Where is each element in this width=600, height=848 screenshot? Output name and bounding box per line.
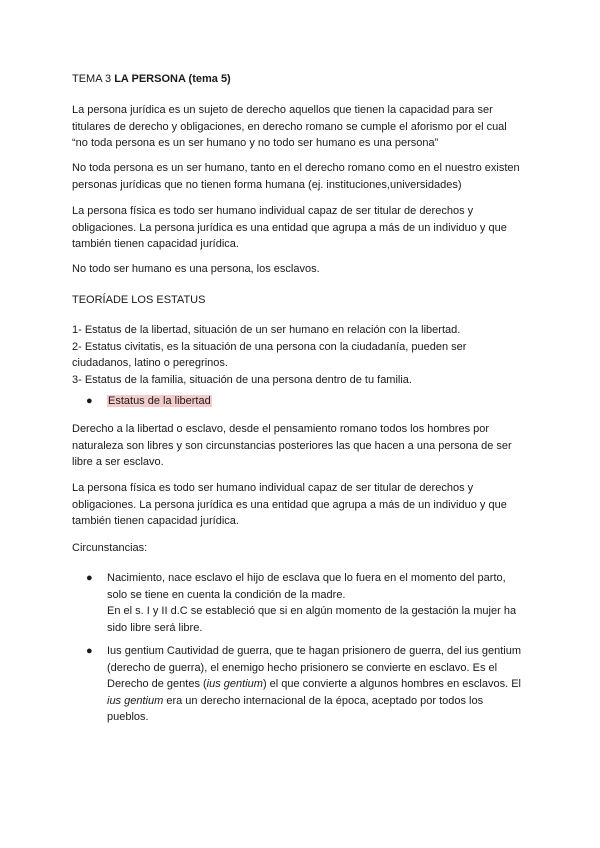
document-title (72, 71, 542, 88)
text-line: solo se tiene en cuenta la condición de la madre. (107, 588, 346, 601)
title-prefix: TEMA 3 (72, 73, 115, 85)
status-item: 1- Estatus de la libertad, situación de un ser humano en relación con la libertad. (72, 324, 461, 336)
section-heading: TEORÍADE LOS ESTATUS (72, 294, 206, 306)
paragraph-derecho-libertad (72, 421, 542, 471)
paragraph-persona-juridica (72, 102, 542, 152)
text-line: también tienen capacidad jurídica. (72, 515, 239, 527)
text-line: No toda persona es un ser humano, tanto en el derecho romano como en el nuestro existen (72, 162, 520, 174)
bullet-text (107, 643, 535, 726)
status-item: 2- Estatus civitatis, es la situación de una persona con la ciudadanía, pueden ser (72, 340, 467, 353)
bullet-dot-icon: ● (86, 572, 93, 584)
paragraph-esclavos: No todo ser humano es una persona, los esclavos. (72, 263, 320, 275)
paragraph-persona-fisica-repeat (72, 480, 542, 530)
italic-term: ius gentium (206, 678, 263, 690)
text-line: La persona física es todo ser humano individual capaz de ser titular de derechos y (72, 205, 474, 217)
bullet-dot-icon: ● (86, 645, 93, 657)
text-line: Nacimiento, nace esclavo el hijo de esclava que lo fuera en el momento del parto, (107, 572, 506, 584)
paragraph-no-toda-persona (72, 160, 542, 193)
text-line: libre a ser esclavo. (72, 456, 164, 468)
text-line: Derecho a la libertad o esclavo, desde el pensamiento romano todos los hombres por (72, 423, 490, 435)
text-line: La persona jurídica es un sujeto de derecho aquellos que tienen la capacidad para ser (72, 104, 493, 116)
italic-term: ius gentium (107, 694, 164, 707)
text-line: Derecho de gentes (ius gentium) el que convierte a algunos hombres en esclavos. El (107, 678, 521, 690)
status-item: ciudadanos, latino o peregrinos. (72, 357, 228, 369)
highlighted-text: Estatus de la libertad (108, 395, 211, 407)
text-line: pueblos. (107, 711, 149, 723)
text-line: En el s. I y II d.C se estableció que si en algún momento de la gestación la mujer ha (107, 605, 517, 617)
text-line: La persona física es todo ser humano individual capaz de ser titular de derechos y (72, 482, 474, 494)
status-item: 3- Estatus de la familia, situación de una persona dentro de tu familia. (72, 373, 412, 386)
title-bold: LA PERSONA (tema 5) (114, 73, 231, 85)
bullet-text (107, 570, 535, 636)
bullet-dot-icon: ● (86, 395, 93, 407)
circunstancias-label: Circunstancias: (72, 542, 148, 554)
text-line: “no toda persona es un ser humano y no todo ser humano es una persona” (72, 137, 439, 149)
text-line: obligaciones. La persona jurídica es una entidad que agrupa a más de un individuo y que (72, 221, 507, 234)
text-line: también tienen capacidad jurídica. (72, 238, 239, 250)
paragraph-persona-fisica (72, 203, 542, 253)
text-line: sido libre será libre. (107, 621, 203, 634)
text-line: naturaleza son libres y son circunstancias posteriores las que hacen a una persona de ser (72, 439, 512, 452)
status-list (72, 322, 542, 388)
text-line: personas jurídicas que no tienen forma humana (ej. instituciones,universidades) (72, 178, 462, 191)
text-line: obligaciones. La persona jurídica es una entidad que agrupa a más de un individuo y que (72, 498, 507, 511)
text-line: ius gentium era un derecho internacional de la época, aceptado por todos los (107, 694, 484, 707)
text-line: (derecho de guerra), el enemigo hecho prisionero se convierte en esclavo. Es el (107, 661, 498, 674)
text-line: Ius gentium Cautividad de guerra, que te hagan prisionero de guerra, del ius gentium (107, 645, 521, 657)
text-line: titulares de derecho y obligaciones, en derecho romano se cumple el aforismo por el cual (72, 120, 507, 133)
